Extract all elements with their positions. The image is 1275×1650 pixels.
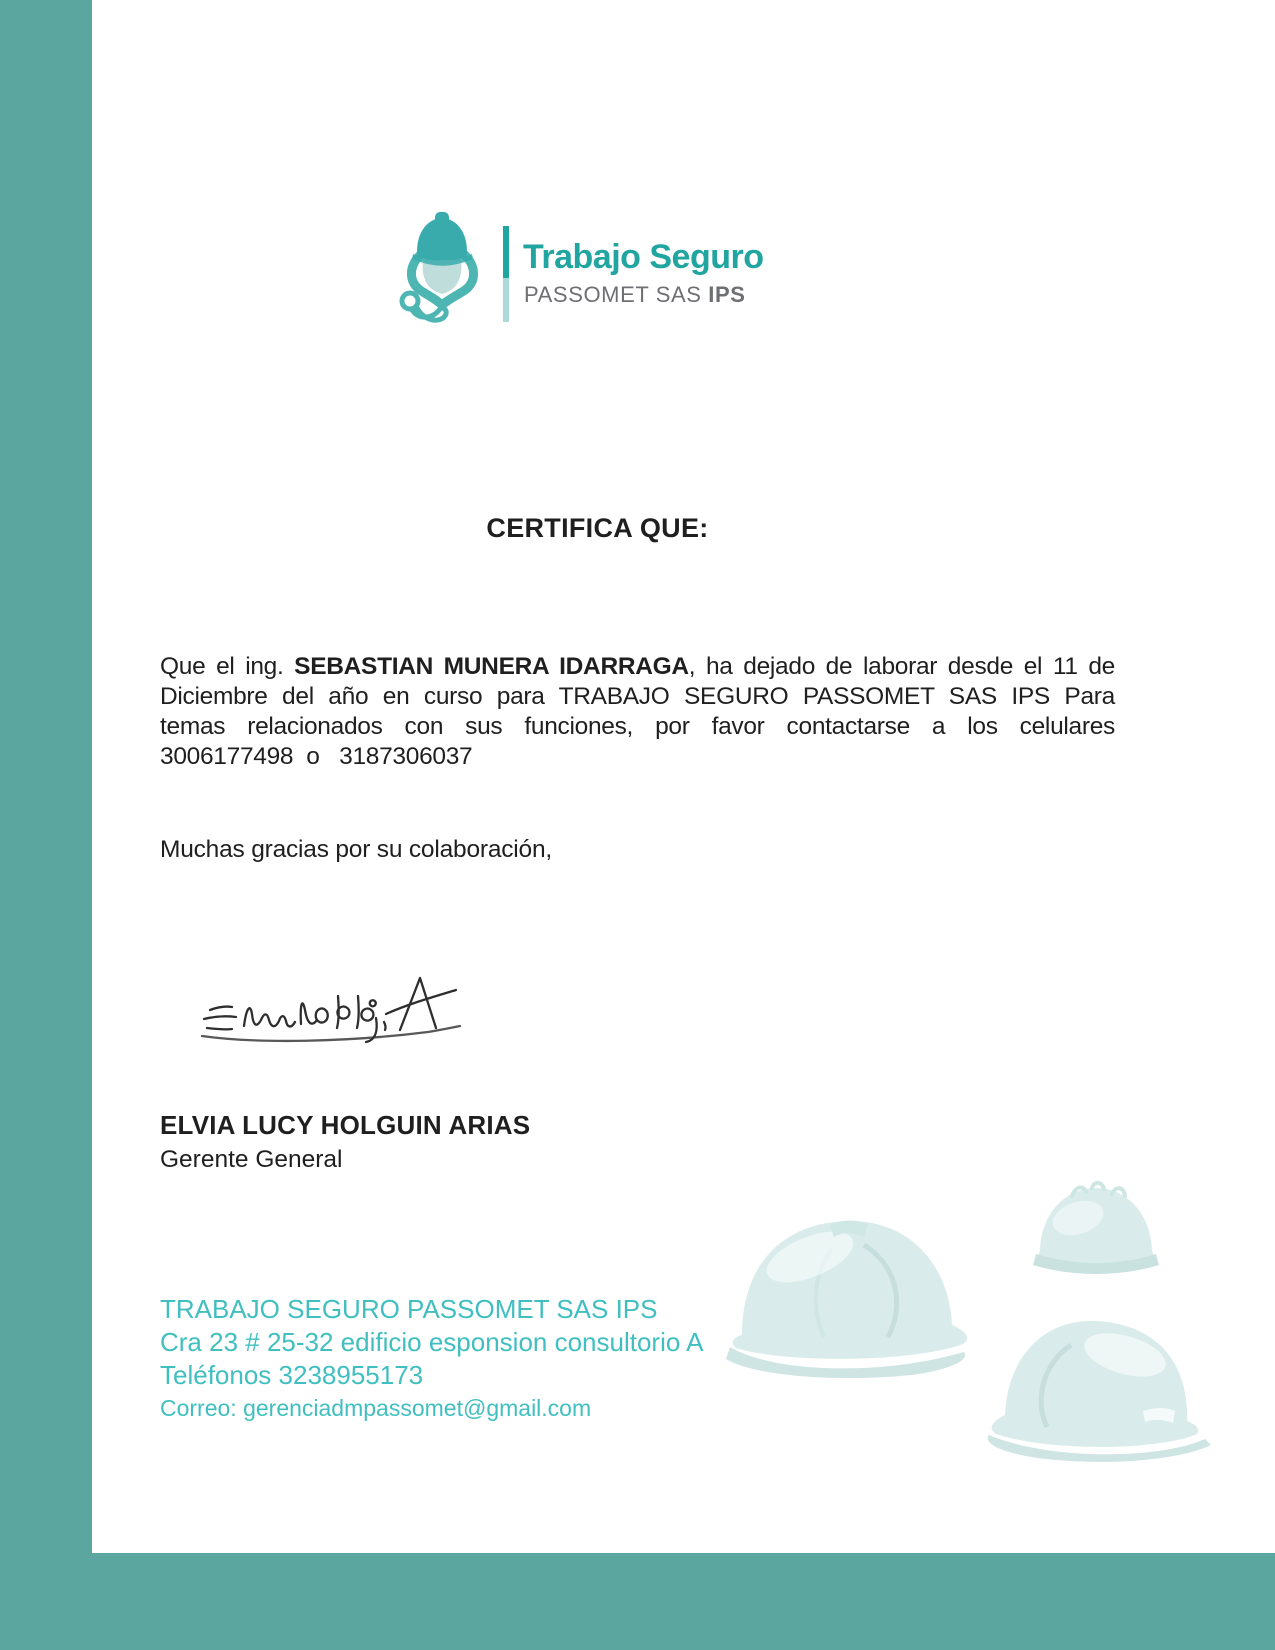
employee-name: SEBASTIAN MUNERA IDARRAGA: [294, 653, 689, 680]
footer-contact: [160, 1293, 703, 1425]
body-text: Que el ing.: [160, 653, 295, 680]
footer-line: Teléfonos 3238955173: [160, 1360, 424, 1390]
hard-hat-large-image: [712, 1185, 1004, 1393]
body-line: [160, 682, 1115, 712]
signer-name: ELVIA LUCY HOLGUIN ARIAS: [160, 1110, 531, 1140]
body-line: [160, 712, 1115, 742]
left-accent-band: [0, 0, 92, 1650]
logo-subtitle-bold: IPS: [708, 282, 746, 307]
hardhat-stethoscope-icon: [395, 210, 490, 330]
body-text: , ha dejado de laborar desde el 11 de: [688, 653, 1115, 680]
bottom-accent-band: [0, 1553, 1275, 1650]
body-line: [160, 652, 1115, 682]
footer-line: Correo: gerenciadmpassomet@gmail.com: [160, 1395, 592, 1421]
logo-title: Trabajo Seguro: [523, 238, 764, 276]
hard-hat-small-image: [1026, 1168, 1168, 1290]
signer-role: Gerente General: [160, 1146, 343, 1173]
company-logo: [395, 200, 764, 332]
footer-line: TRABAJO SEGURO PASSOMET SAS IPS: [160, 1294, 658, 1324]
logo-divider: [503, 226, 509, 322]
certificate-body: [160, 652, 1115, 772]
footer-line: Cra 23 # 25-32 edificio esponsion consultorio A: [160, 1327, 704, 1357]
hard-hat-lower-image: [975, 1295, 1219, 1465]
signature-image: [188, 966, 480, 1054]
body-text: 3006177498 o 3187306037: [160, 743, 473, 770]
logo-subtitle-regular: PASSOMET SAS: [524, 282, 709, 307]
body-text: temas relacionados con sus funciones, por favor contactarse a los celulares: [160, 713, 1115, 740]
certificate-heading: CERTIFICA QUE:: [486, 513, 709, 543]
thanks-line: Muchas gracias por su colaboración,: [160, 836, 553, 863]
body-line: [160, 742, 1115, 772]
body-text: Diciembre del año en curso para TRABAJO SEGURO PASSOMET SAS IPS Para: [160, 683, 1115, 710]
logo-subtitle: [524, 282, 746, 308]
